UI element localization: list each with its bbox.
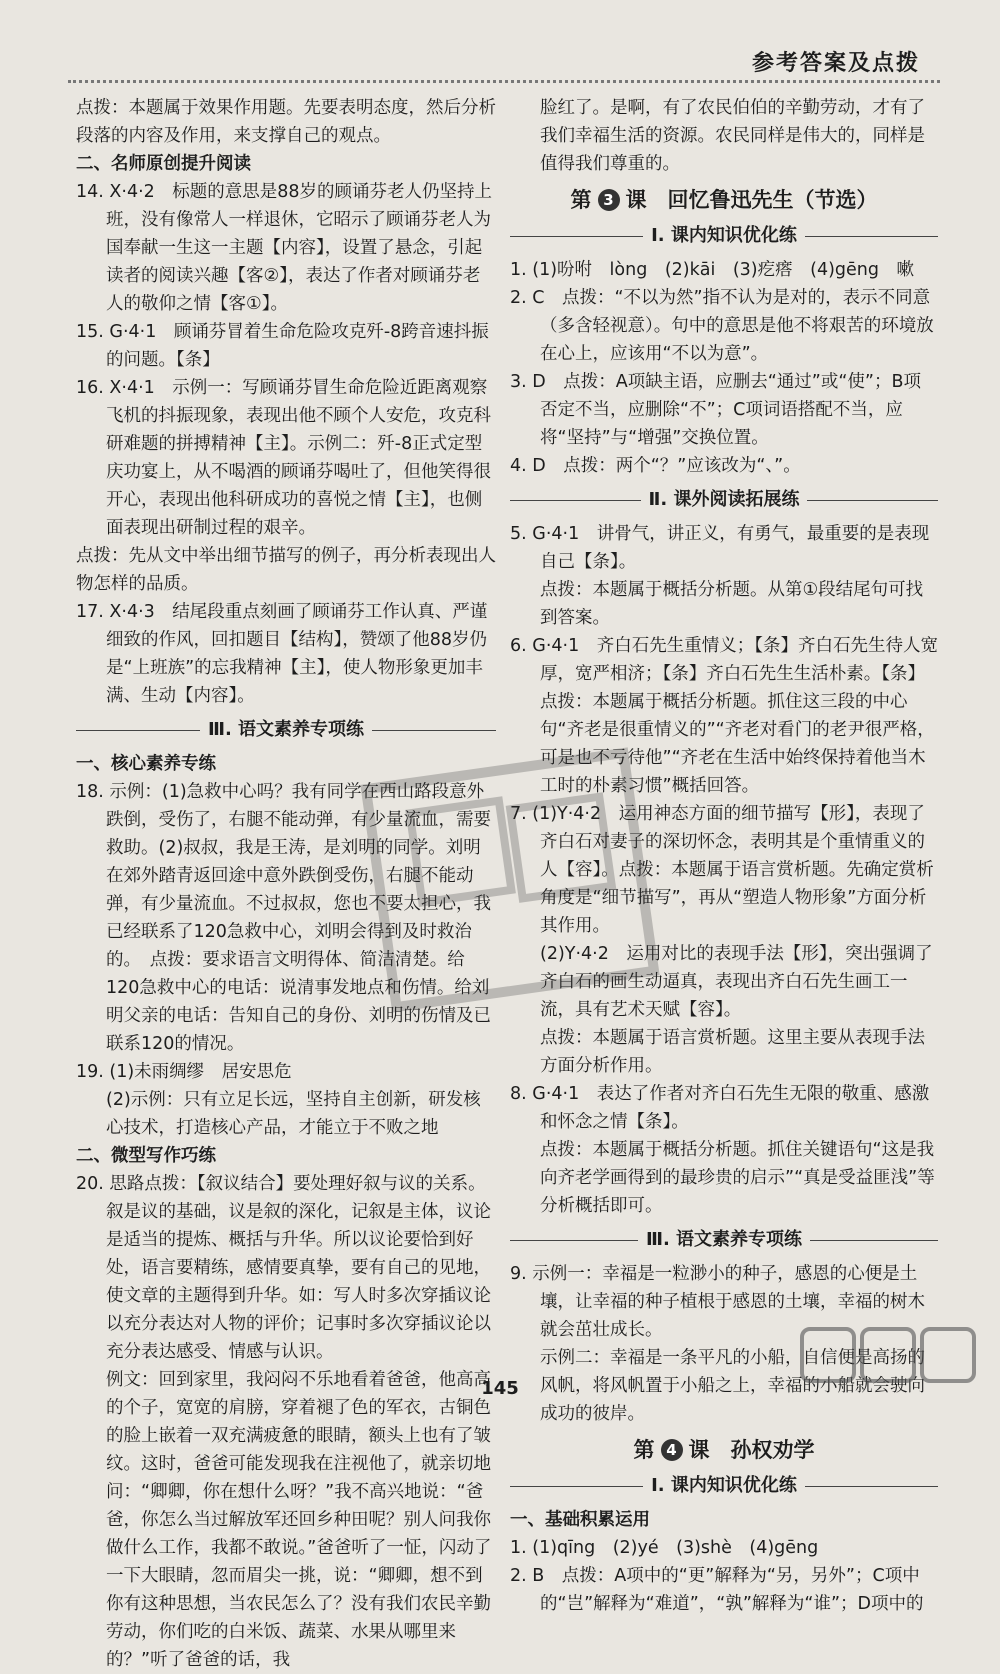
answer-paragraph: (2)Y·4·2 运用对比的表现手法【形】，突出强调了齐白石的画生动逼真，表现出齐白石先生画工一流，具有艺术天赋【容】。 — [540, 944, 933, 1020]
answer-item: 20. 思路点拨：【叙议结合】要处理好叙与议的关系。叙是议的基础，议是叙的深化，记叙是主体，议论是适当的提炼、概括与升华。所以议论要恰到好处，语言要精练，感情要真挚，要有自己的见地，使文章的主题得到升华。如：写人时多次穿插议论以充分表达对人物的评价；记事时多次穿插议论以充分表达感受、情感与认识。 — [76, 1174, 491, 1362]
heading-rule — [805, 1486, 938, 1487]
answer-paragraph: 点拨：先从文中举出细节描写的例子，再分析表现出人物怎样的品质。 — [76, 546, 496, 594]
answer-item: 9. 示例一：幸福是一粒渺小的种子，感恩的心便是土壤，让幸福的种子植根于感恩的土壤，幸福的树木就会茁壮成长。 — [510, 1264, 925, 1340]
answer-paragraph: 示例二：幸福是一条平凡的小船，自信便是高扬的风帆，将风帆置于小船之上，幸福的小船就会驶向成功的彼岸。 — [540, 1348, 925, 1424]
heading-rule — [76, 730, 200, 731]
heading-rule — [807, 500, 938, 501]
section-heading-text: Ⅱ. 课外阅读拓展练 — [648, 489, 800, 510]
heading-rule — [510, 1240, 638, 1241]
section-heading — [510, 482, 938, 518]
lesson-heading-prefix: 第 — [570, 188, 592, 212]
answer-item: 17. X·4·3 结尾段重点刻画了顾诵芬工作认真、严谨细致的作风，回扣题目【结构】，赞颂了他88岁仍是“上班族”的忘我精神【主】，使人物形象更加丰满、生动【内容】。 — [76, 602, 488, 706]
section-heading — [510, 1468, 938, 1504]
subsection-title: 一、基础积累运用 — [510, 1510, 650, 1530]
answer-item: 8. G·4·1 表达了作者对齐白石先生无限的敬重、感激和怀念之情【条】。 — [510, 1084, 930, 1132]
answer-paragraph: 脸红了。是啊，有了农民伯伯的辛勤劳动，才有了我们幸福生活的资源。农民同样是伟大的，同样是值得我们尊重的。 — [540, 98, 925, 174]
section-heading-text: Ⅰ. 课内知识优化练 — [651, 225, 797, 246]
heading-rule — [810, 1240, 938, 1241]
answer-item: 5. G·4·1 讲骨气，讲正义，有勇气，最重要的是表现自己【条】。 — [510, 524, 930, 572]
answer-item: 15. G·4·1 顾诵芬冒着生命危险攻克歼-8跨音速抖振的问题。【条】 — [76, 322, 489, 370]
stamp-watermark — [360, 730, 660, 1030]
answer-item: 18. 示例：(1)急救中心吗？我有同学在西山路段意外跌倒，受伤了，右腿不能动弹，有少量流血，需要救助。(2)叔叔，我是王涛，是刘明的同学。刘明在郊外踏青返回途中意外跌倒受伤，右腿不能动弹，有少量流血。不过叔叔，您也不要太担心，我已经联系了120急救中心，刘明会得到及时救治的。 点拨：要求语言文明得体、简洁清楚。给120急救中心的电话：说清事发地点和伤情。给刘明父亲的电话：告知自己的身份、刘明的伤情及已联系120的情况。 — [76, 782, 491, 1054]
answer-item: 4. D 点拨：两个“？”应该改为“、”。 — [510, 456, 801, 476]
answer-item: 1. (1)qīng (2)yé (3)shè (4)gēng — [510, 1538, 819, 1558]
page-header-title: 参考答案及点拨 — [751, 51, 920, 76]
answer-paragraph: 例文：回到家里，我闷闷不乐地看着爸爸，他高高的个子，宽宽的肩膀，穿着褪了色的军衣，古铜色的脸上嵌着一双充满疲惫的眼睛，额头上也有了皱纹。这时，爸爸可能发现我在注视他了，就亲切地问：“卿卿，你在想什么呀？”我不高兴地说：“爸爸，你怎么当过解放军还回乡种田呢？别人问我你做什么工作，我都不敢说。”爸爸听了一怔，闪动了一下大眼睛，忽而眉尖一挑，说：“卿卿，想不到你有这种思想，当农民怎么了？没有我们农民辛勤劳动，你们吃的白米饭、蔬菜、水果从哪里来的？”听了爸爸的话，我 — [106, 1370, 492, 1670]
section-heading — [510, 218, 938, 254]
lesson-number-badge: 3 — [598, 189, 620, 211]
heading-rule — [805, 236, 938, 237]
heading-rule — [510, 1486, 643, 1487]
page-number: 145 — [481, 1378, 519, 1399]
lesson-heading — [510, 186, 938, 214]
lesson-heading-title: 课 孙权劝学 — [688, 1438, 815, 1462]
subsection-title: 二、微型写作巧练 — [76, 1146, 216, 1166]
section-heading — [510, 1222, 938, 1258]
heading-rule — [510, 236, 643, 237]
answer-item: 16. X·4·1 示例一：写顾诵芬冒生命危险近距离观察飞机的抖振现象，表现出他不顾个人安危，攻克科研难题的拼搏精神【主】。示例二：歼-8正式定型庆功宴上，从不喝酒的顾诵芬喝吐了，但他笑得很开心，表现出他科研成功的喜悦之情【主】，也侧面表现出研制过程的艰辛。 — [76, 378, 491, 538]
section-heading-text: Ⅲ. 语文素养专项练 — [207, 719, 365, 740]
lesson-number-badge: 4 — [661, 1439, 683, 1461]
answer-paragraph: 点拨：本题属于概括分析题。从第①段结尾句可找到答案。 — [540, 580, 924, 628]
subsection-title: 二、名师原创提升阅读 — [76, 154, 251, 174]
answer-paragraph: 点拨：本题属于语言赏析题。这里主要从表现手法方面分析作用。 — [540, 1028, 925, 1076]
answer-item: 3. D 点拨：A项缺主语，应删去“通过”或“使”；B项否定不当，应删除“不”；C项词语搭配不当，应将“坚持”与“增强”交换位置。 — [510, 372, 921, 448]
section-heading-text: Ⅲ. 语文素养专项练 — [645, 1229, 803, 1250]
answer-item: 7. (1)Y·4·2 运用神态方面的细节描写【形】，表现了齐白石对妻子的深切怀念，表明其是个重情重义的人【容】。点拨：本题属于语言赏析题。先确定赏析角度是“细节描写”，再从“塑造人物形象”方面分析其作用。 — [510, 804, 934, 936]
header-divider — [68, 80, 940, 83]
section-heading-text: Ⅰ. 课内知识优化练 — [651, 1475, 797, 1496]
answer-item: 14. X·4·2 标题的意思是88岁的顾诵芬老人仍坚持上班，没有像常人一样退休，它昭示了顾诵芬老人为国奉献一生这一主题【内容】，设置了悬念，引起读者的阅读兴趣【客②】，表达了作者对顾诵芬老人的敬仰之情【客①】。 — [76, 182, 493, 314]
answer-item: 2. C 点拨：“不以为然”指不认为是对的，表示不同意（多含轻视意）。句中的意思是他不将艰苦的环境放在心上，应该用“不以为意”。 — [510, 288, 934, 364]
answer-item: 19. (1)未雨绸缪 居安思危 — [76, 1062, 292, 1082]
lesson-heading-title: 课 回忆鲁迅先生（节选） — [625, 188, 878, 212]
answer-paragraph: 点拨：本题属于效果作用题。先要表明态度，然后分析段落的内容及作用，来支撑自己的观点。 — [76, 98, 496, 146]
lesson-heading — [510, 1436, 938, 1464]
answer-item: 2. B 点拨：A项中的“更”解释为“另，另外”；C项中的“岂”解释为“难道”，“孰”解释为“谁”；D项中的 — [510, 1566, 924, 1614]
lesson-heading-prefix: 第 — [633, 1438, 655, 1462]
heading-rule — [510, 500, 641, 501]
subsection-title: 一、核心素养专练 — [76, 754, 216, 774]
answer-paragraph: 点拨：本题属于概括分析题。抓住这三段的中心句“齐老是很重情义的”“齐老对看门的老尹很严格，可是也不亏待他”“齐老在生活中始终保持着他当木工时的朴素习惯”概括回答。 — [540, 692, 935, 796]
answer-item: 6. G·4·1 齐白石先生重情义；【条】齐白石先生待人宽厚，宽严相济；【条】齐白石先生生活朴素。【条】 — [510, 636, 938, 684]
answer-paragraph: (2)示例：只有立足长远，坚持自主创新，研发核心技术，打造核心产品，才能立于不败之地 — [106, 1090, 481, 1138]
answer-item: 1. (1)吩咐 lòng (2)kāi (3)疙瘩 (4)gēng 嗽 — [510, 260, 914, 280]
answer-paragraph: 点拨：本题属于概括分析题。抓住关键语句“这是我向齐老学画得到的最珍贵的启示”“真是受益匪浅”等分析概括即可。 — [540, 1140, 935, 1216]
